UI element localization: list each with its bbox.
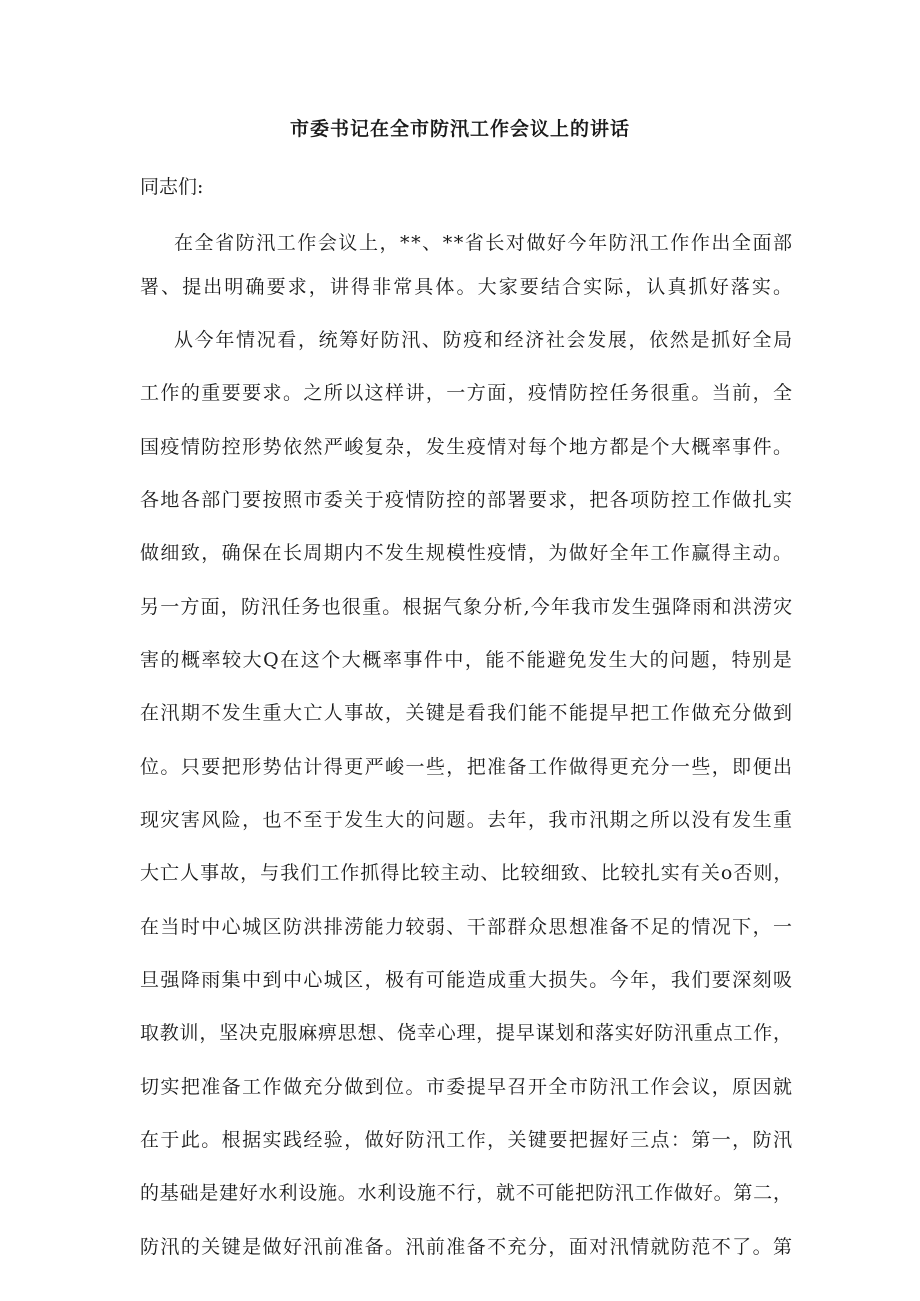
body-line: 在汛期不发生重大亡人事故，关键是看我们能不能提早把工作做充分做到 [140,702,794,724]
body-line: 另一方面，防汛任务也很重。根据气象分析,今年我市发生强降雨和洪涝灾 [140,596,794,618]
body-line: 在当时中心城区防洪排涝能力较弱、干部群众思想准备不足的情况下，一 [140,916,794,938]
document-title: 市委书记在全市防汛工作会议上的讲话 [289,118,630,140]
body-line: 各地各部门要按照市委关于疫情防控的部署要求，把各项防控工作做扎实 [140,489,794,511]
body-line: 切实把准备工作做充分做到位。市委提早召开全市防汛工作会议，原因就 [140,1076,794,1098]
body-line: 的基础是建好水利设施。水利设施不行，就不可能把防汛工作做好。第二， [140,1182,793,1204]
body-line: 大亡人事故，与我们工作抓得比较主动、比较细致、比较扎实有关o否则， [140,862,794,884]
body-line: 位。只要把形势估计得更严峻一些，把准备工作做得更充分一些，即便出 [140,756,794,778]
body-line: 署、提出明确要求，讲得非常具体。大家要结合实际，认真抓好落实。 [140,276,795,298]
body-line: 在于此。根据实践经验，做好防汛工作，关键要把握好三点：第一，防汛 [140,1129,794,1151]
body-line: 从今年情况看，统筹好防汛、防疫和经济社会发展，依然是抓好全局 [174,329,794,351]
body-line: 取教训，坚决克服麻痹思想、侥幸心理，提早谋划和落实好防汛重点工作， [140,1022,793,1044]
body-line: 害的概率较大Q在这个大概率事件中，能不能避免发生大的问题，特别是 [140,649,794,671]
body-line: 做细致，确保在长周期内不发生规模性疫情，为做好全年工作赢得主动。 [140,542,794,564]
body-line: 在全省防汛工作会议上，**、**省长对做好今年防汛工作作出全面部 [174,232,794,254]
body-line: 工作的重要要求。之所以这样讲，一方面，疫情防控任务很重。当前，全 [140,382,794,404]
salutation: 同志们: [140,176,204,198]
body-line: 国疫情防控形势依然严峻复杂，发生疫情对每个地方都是个大概率事件。 [140,436,794,458]
body-line: 现灾害风险，也不至于发生大的问题。去年，我市汛期之所以没有发生重 [140,809,794,831]
body-line: 旦强降雨集中到中心城区，极有可能造成重大损失。今年，我们要深刻吸 [140,969,794,991]
body-line: 防汛的关键是做好汛前准备。汛前准备不充分，面对汛情就防范不了。第 [140,1236,794,1258]
